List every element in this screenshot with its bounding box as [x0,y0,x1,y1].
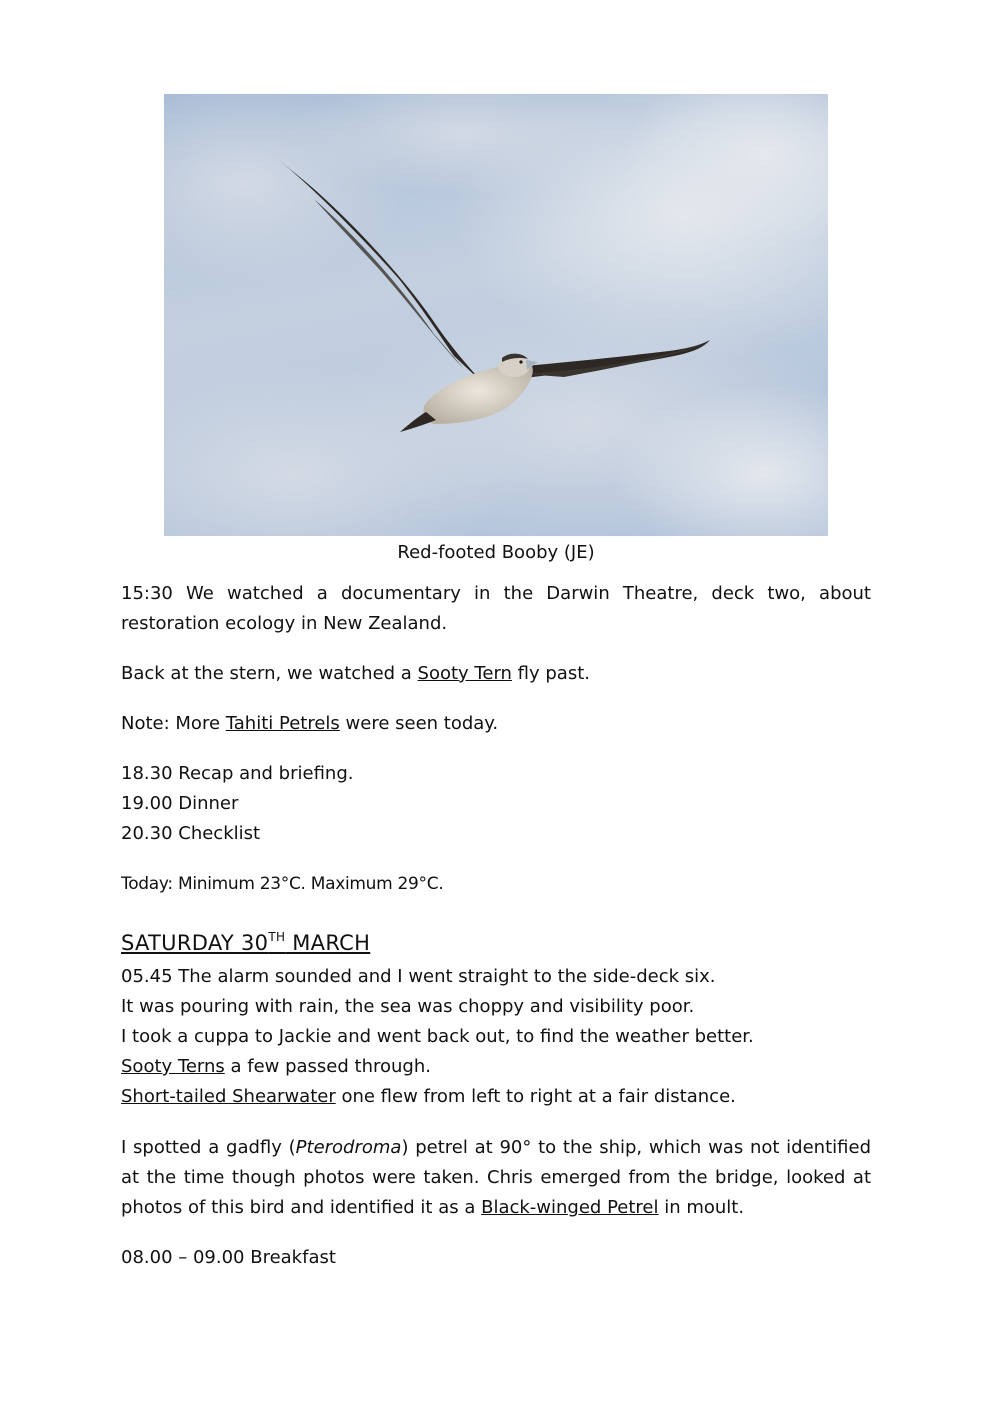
note-text-before: Note: More [121,713,226,734]
day-heading [121,928,370,958]
species-black-winged-petrel: Black-winged Petrel [481,1197,659,1218]
log-line: 05.45 The alarm sounded and I went straight to the side-deck six. [121,966,716,987]
log-line: It was pouring with rain, the sea was choppy and visibility poor. [121,996,695,1017]
stern-text-after: fly past. [511,663,590,684]
log-line: I took a cuppa to Jackie and went back out, to find the weather better. [121,1026,754,1047]
schedule-item: 20.30 Checklist [121,823,261,844]
note-paragraph [121,709,871,739]
sighting-text: one flew from left to right at a fair distance. [335,1086,736,1107]
temperature-line: Today: Minimum 23°C. Maximum 29°C. [121,874,444,894]
species-sooty-terns: Sooty Terns [121,1056,225,1077]
species-short-tailed-shearwater: Short-tailed Shearwater [121,1086,336,1107]
gadfly-text: I spotted a gadfly ( [121,1137,296,1158]
stern-paragraph [121,659,871,689]
sighting-text: a few passed through. [224,1056,431,1077]
gadfly-text: in moult. [658,1197,745,1218]
heading-suffix: TH [268,930,286,944]
morning-log [121,962,871,1112]
schedule-item: 18.30 Recap and briefing. [121,763,354,784]
red-footed-booby-photo [164,94,828,536]
breakfast-line: 08.00 – 09.00 Breakfast [121,1247,336,1268]
sighting-sooty-terns [121,1052,871,1082]
gadfly-paragraph [121,1133,871,1223]
schedule-item: 19.00 Dinner [121,793,239,814]
evening-schedule [121,759,871,849]
heading-day: SATURDAY 30 [121,931,269,955]
genus-pterodroma: Pterodroma [295,1137,402,1158]
stern-text-before: Back at the stern, we watched a [121,663,418,684]
species-sooty-tern: Sooty Tern [417,663,512,684]
species-tahiti-petrels: Tahiti Petrels [225,713,340,734]
photo-caption: Red-footed Booby (JE) [397,542,595,563]
heading-month: MARCH [285,931,371,955]
documentary-paragraph: 15:30 We watched a documentary in the Darwin Theatre, deck two, about restoration ecology in New Zealand. [121,583,871,634]
gadfly-text: ) petrel at 90° to the ship, which was not identified at the time though photos were taken. Chris emerged from the bridge, looked at photos of this bird and identified it as a [121,1137,871,1218]
sighting-short-tailed-shearwater [121,1082,871,1112]
note-text-after: were seen today. [339,713,499,734]
